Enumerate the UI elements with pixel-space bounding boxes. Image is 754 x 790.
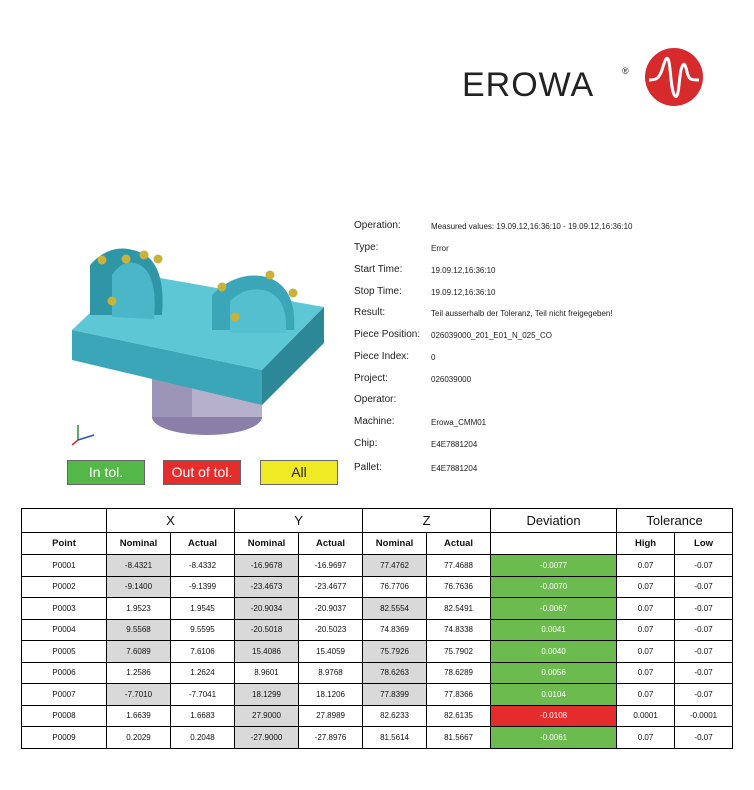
y-nominal-cell: -16.9678 [235,555,299,577]
point-cell: P0009 [22,727,107,749]
table-row [22,705,733,727]
y-nominal-cell: -27.9000 [235,727,299,749]
x-actual-cell: 1.2624 [171,662,235,684]
low-cell: -0.0001 [675,705,733,727]
low-cell: -0.07 [675,641,733,663]
z-actual-cell: 82.5491 [427,598,491,620]
z-actual-cell: 76.7636 [427,576,491,598]
info-label: Start Time: [354,264,403,275]
info-value: Erowa_CMM01 [431,418,487,427]
info-label: Piece Position: [354,329,421,340]
info-row-piece-index [354,351,684,373]
low-cell: -0.07 [675,684,733,706]
high-cell: 0.07 [617,727,675,749]
y-nominal-header: Nominal [235,533,299,555]
x-actual-cell: 1.6683 [171,705,235,727]
y-actual-cell: -16.9697 [299,555,363,577]
deviation-cell: -0.0108 [491,705,617,727]
empty-header-cell [22,509,107,533]
deviation-cell: -0.0067 [491,598,617,620]
info-value: E4E7881204 [431,464,478,473]
low-cell: -0.07 [675,619,733,641]
info-label: Stop Time: [354,286,402,297]
x-nominal-cell: 1.6639 [107,705,171,727]
x-actual-cell: 0.2048 [171,727,235,749]
x-nominal-cell: 9.5568 [107,619,171,641]
logo-wordmark: EROWA [462,66,595,104]
y-actual-cell: 27.8989 [299,705,363,727]
z-nominal-cell: 81.5614 [363,727,427,749]
out-of-tolerance-button[interactable]: Out of tol. [163,460,241,485]
y-nominal-cell: -20.5018 [235,619,299,641]
z-actual-cell: 82.6135 [427,705,491,727]
table-row [22,727,733,749]
y-nominal-cell: 27.9000 [235,705,299,727]
z-nominal-cell: 77.4762 [363,555,427,577]
info-value: Measured values: 19.09.12,16:36:10 - 19.09.12,16:36:10 [431,222,633,231]
x-nominal-cell: -8.4321 [107,555,171,577]
all-button[interactable]: All [260,460,338,485]
table-group-header [22,509,733,533]
deviation-cell: 0.0040 [491,641,617,663]
info-row-operation [354,220,684,242]
x-actual-cell: 9.5595 [171,619,235,641]
info-label: Result: [354,307,386,318]
info-value: 19.09.12,16:36:10 [431,266,496,275]
point-cell: P0001 [22,555,107,577]
high-cell: 0.0001 [617,705,675,727]
z-group-header: Z [363,509,491,533]
y-nominal-cell: 15.4086 [235,641,299,663]
z-actual-cell: 78.6289 [427,662,491,684]
y-actual-header: Actual [299,533,363,555]
x-nominal-cell: -7.7010 [107,684,171,706]
info-label: Machine: [354,416,395,427]
info-row-chip [354,438,684,460]
z-actual-cell: 81.5667 [427,727,491,749]
point-cell: P0002 [22,576,107,598]
deviation-column-header [491,533,617,555]
info-label: Project: [354,373,388,384]
info-value: Error [431,244,449,253]
point-cell: P0006 [22,662,107,684]
x-actual-cell: 1.9545 [171,598,235,620]
info-value: 19.09.12,16:36:10 [431,288,496,297]
table-row [22,684,733,706]
z-actual-header: Actual [427,533,491,555]
y-actual-cell: 18.1206 [299,684,363,706]
info-label: Piece Index: [354,351,410,362]
x-actual-cell: 7.6106 [171,641,235,663]
info-value: 026039000_201_E01_N_025_CO [431,331,552,340]
y-actual-cell: -20.9037 [299,598,363,620]
y-nominal-cell: -20.9034 [235,598,299,620]
z-actual-cell: 74.8338 [427,619,491,641]
point-cell: P0003 [22,598,107,620]
high-cell: 0.07 [617,641,675,663]
info-label: Chip: [354,438,378,449]
point-cell: P0007 [22,684,107,706]
table-row [22,619,733,641]
z-nominal-cell: 82.5554 [363,598,427,620]
z-nominal-cell: 76.7706 [363,576,427,598]
high-cell: 0.07 [617,555,675,577]
high-cell: 0.07 [617,619,675,641]
low-cell: -0.07 [675,727,733,749]
x-nominal-cell: 1.9523 [107,598,171,620]
info-row-piece-position [354,329,684,351]
info-row-start-time [354,264,684,286]
point-cell: P0005 [22,641,107,663]
low-cell: -0.07 [675,576,733,598]
x-nominal-cell: 7.6089 [107,641,171,663]
table-column-header [22,533,733,555]
info-row-project [354,373,684,395]
y-nominal-cell: 8.9601 [235,662,299,684]
z-nominal-header: Nominal [363,533,427,555]
x-actual-cell: -7.7041 [171,684,235,706]
x-nominal-cell: 1.2586 [107,662,171,684]
z-nominal-cell: 75.7926 [363,641,427,663]
deviation-cell: -0.0077 [491,555,617,577]
x-actual-header: Actual [171,533,235,555]
z-nominal-cell: 78.6263 [363,662,427,684]
z-actual-cell: 75.7902 [427,641,491,663]
deviation-cell: -0.0070 [491,576,617,598]
z-actual-cell: 77.8366 [427,684,491,706]
y-nominal-cell: -23.4673 [235,576,299,598]
info-row-pallet [354,462,684,484]
high-cell: 0.07 [617,576,675,598]
point-column-header: Point [22,533,107,555]
high-cell: 0.07 [617,662,675,684]
table-row [22,576,733,598]
info-row-machine [354,416,684,438]
logo-wave-icon [645,48,703,106]
y-actual-cell: -27.8976 [299,727,363,749]
info-value: Teil ausserhalb der Toleranz, Teil nicht freigegeben! [431,309,613,318]
info-row-type [354,242,684,264]
x-actual-cell: -9.1399 [171,576,235,598]
table-row [22,641,733,663]
info-value: E4E7881204 [431,440,478,449]
z-actual-cell: 77.4688 [427,555,491,577]
y-actual-cell: 8.9768 [299,662,363,684]
x-nominal-cell: -9.1400 [107,576,171,598]
deviation-cell: 0.0056 [491,662,617,684]
measurement-table [21,508,733,749]
y-actual-cell: 15.4059 [299,641,363,663]
table-row [22,598,733,620]
info-row-stop-time [354,286,684,308]
table-row [22,662,733,684]
info-label: Operation: [354,220,401,231]
low-cell: -0.07 [675,662,733,684]
z-nominal-cell: 82.6233 [363,705,427,727]
z-nominal-cell: 77.8399 [363,684,427,706]
info-label: Pallet: [354,462,382,473]
info-row-operator [354,394,684,416]
x-group-header: X [107,509,235,533]
info-row-result [354,307,684,329]
y-nominal-cell: 18.1299 [235,684,299,706]
deviation-cell: 0.0104 [491,684,617,706]
x-nominal-header: Nominal [107,533,171,555]
y-group-header: Y [235,509,363,533]
x-nominal-cell: 0.2029 [107,727,171,749]
part-3d-model-image [62,235,337,450]
table-row [22,555,733,577]
y-actual-cell: -23.4677 [299,576,363,598]
in-tolerance-button[interactable]: In tol. [67,460,145,485]
high-column-header: High [617,533,675,555]
deviation-cell: 0.0041 [491,619,617,641]
low-cell: -0.07 [675,555,733,577]
high-cell: 0.07 [617,598,675,620]
info-label: Type: [354,242,379,253]
point-cell: P0004 [22,619,107,641]
tolerance-group-header: Tolerance [617,509,733,533]
x-actual-cell: -8.4332 [171,555,235,577]
info-value: 026039000 [431,375,472,384]
deviation-group-header: Deviation [491,509,617,533]
y-actual-cell: -20.5023 [299,619,363,641]
info-label: Operator: [354,394,397,405]
erowa-logo [462,46,707,106]
info-value: 0 [431,353,436,362]
logo-registered-mark: ® [622,66,629,76]
point-cell: P0008 [22,705,107,727]
low-cell: -0.07 [675,598,733,620]
deviation-cell: -0.0061 [491,727,617,749]
low-column-header: Low [675,533,733,555]
high-cell: 0.07 [617,684,675,706]
z-nominal-cell: 74.8369 [363,619,427,641]
